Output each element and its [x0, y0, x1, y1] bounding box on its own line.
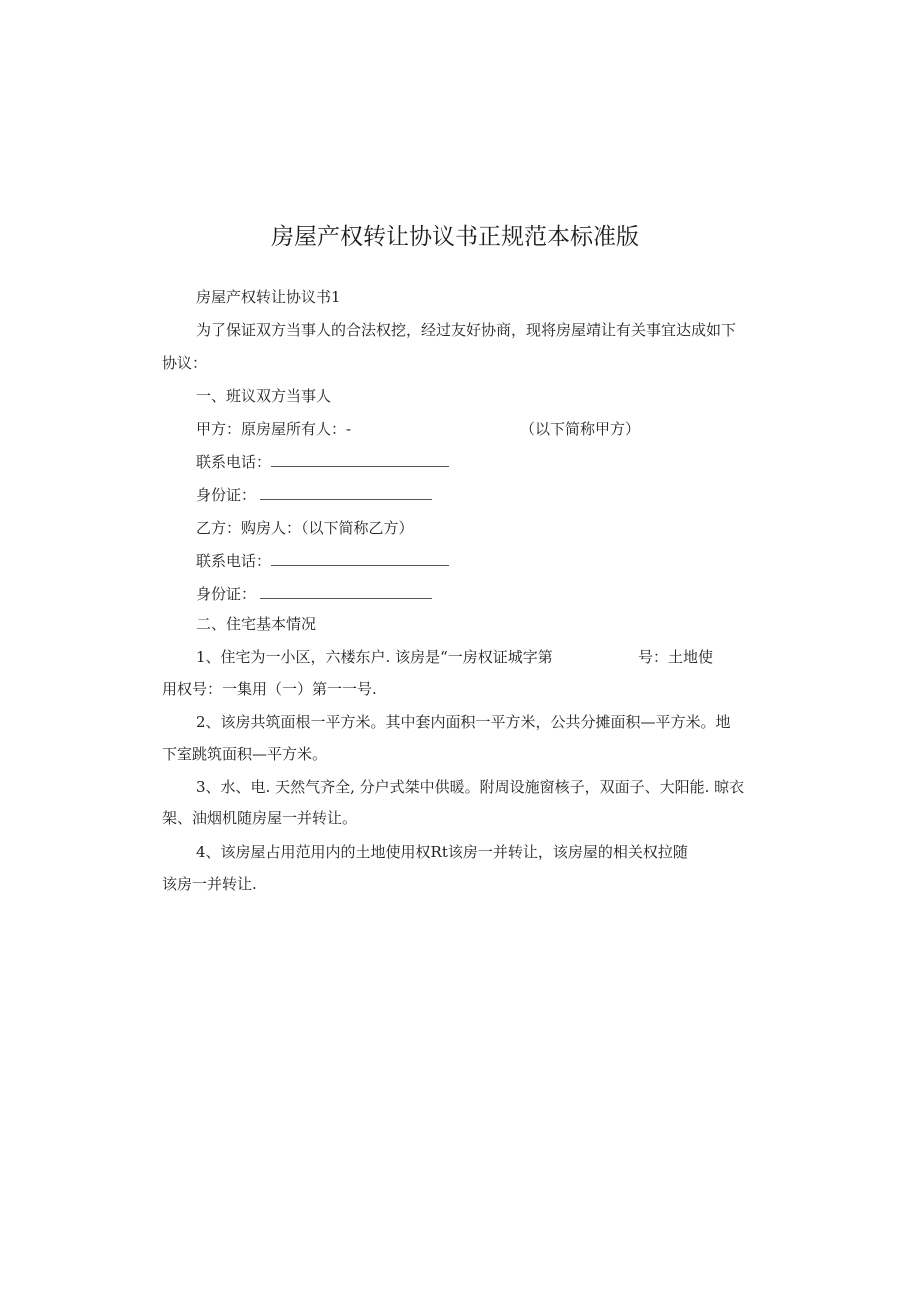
document-title: 房屋产权转让协议书正规范本标准版 — [271, 224, 639, 250]
section1-heading: 一、班议双方当事人 — [196, 387, 332, 405]
section2-heading: 二、住宅基本情况 — [196, 615, 317, 633]
party-a-id-blank — [260, 485, 432, 500]
party-a-id-row — [196, 485, 432, 505]
item2-line-2: 下室跳筑面积—平方米。 — [162, 745, 328, 763]
party-b-id-blank — [260, 584, 432, 599]
party-b-id-label: 身份证： — [196, 585, 257, 603]
item2-line-1: 2、该房共筑面根一平方米。其中套内面积一平方米，公共分摊面积—平方米。地 — [196, 713, 731, 731]
party-a-phone-row — [196, 452, 449, 472]
party-b-phone-row — [196, 551, 449, 571]
item1-line-1b: 号：土地使 — [638, 648, 714, 666]
item1-line-2: 用权号：一集用（一）第一一号. — [162, 680, 377, 698]
item3-line-2: 架、油烟机随房屋一并转让。 — [162, 809, 358, 827]
party-b-phone-blank — [271, 551, 449, 566]
item4-line-2: 该房一并转让. — [162, 875, 257, 893]
party-b-phone-label: 联系电话： — [196, 552, 272, 570]
intro-line-1: 为了保证双方当事人的合法权挖，经过友好协商，现将房屋靖让有关事宜达成如下 — [196, 321, 737, 339]
item1-line-1a: 1、住宅为一小区，六楼东户. 该房是“一房权证城字第 — [196, 648, 553, 666]
party-a-id-label: 身份证： — [196, 486, 257, 504]
party-a-phone-blank — [271, 452, 449, 467]
item3-line-1: 3、水、电. 天然气齐全, 分户式桀中供暖。附周设施窗核子，双面子、大阳能. 晾衣 — [196, 778, 745, 796]
party-a-phone-label: 联系电话： — [196, 453, 272, 471]
party-b-label: 乙方：购房人：（以下简称乙方） — [196, 519, 414, 537]
intro-line-2: 协议： — [162, 354, 208, 372]
subtitle: 房屋产权转让协议书1 — [196, 288, 341, 306]
party-b-id-row — [196, 584, 432, 604]
party-a-label: 甲方：原房屋所有人：- — [196, 420, 352, 438]
party-a-note: （以下简称甲方） — [520, 420, 641, 438]
item4-line-1: 4、该房屋占用范用内的土地使用权Rt该房一并转让，该房屋的相关权拉随 — [196, 843, 688, 861]
